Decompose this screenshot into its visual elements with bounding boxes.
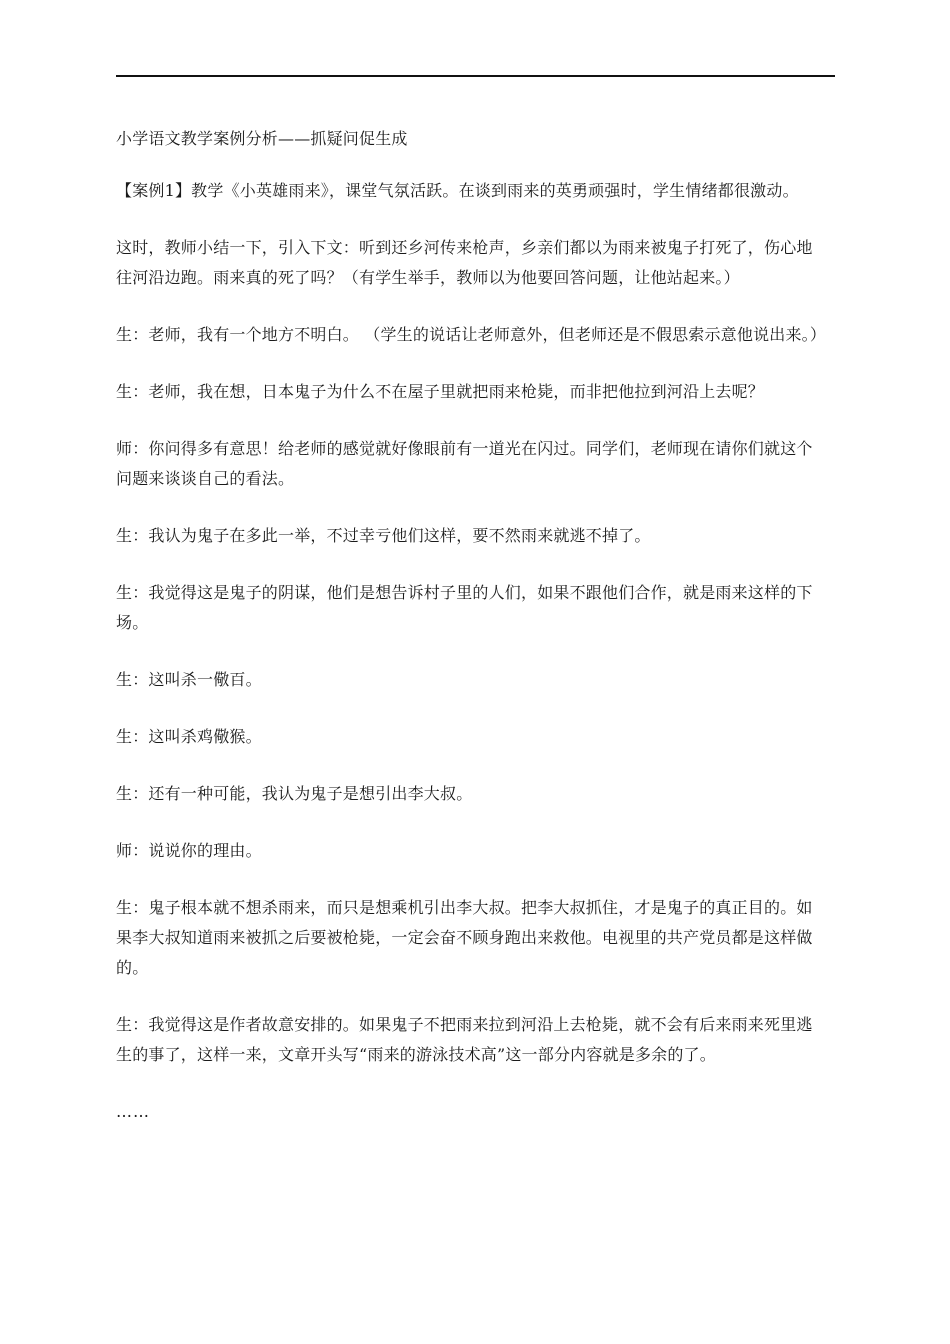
header-rule (116, 75, 835, 77)
paragraph-teacher-lead-in: 这时，教师小结一下，引入下文：听到还乡河传来枪声，乡亲们都以为雨来被鬼子打死了，伤心地往河沿边跑。雨来真的死了吗？（有学生举手，教师以为他要回答问题，让他站起来。） (116, 238, 813, 287)
document-title: 小学语文教学案例分析——抓疑问促生成 (116, 129, 408, 148)
document-body (116, 124, 828, 1127)
paragraph-student-reason: 生：鬼子根本就不想杀雨来，而只是想乘机引出李大叔。把李大叔抓住，才是鬼子的真正目的。如果李大叔知道雨来被抓之后要被枪毙，一定会奋不顾身跑出来救他。电视里的共产党员都是这样做的。 (116, 898, 813, 977)
paragraph-student-author-intent: 生：我觉得这是作者故意安排的。如果鬼子不把雨来拉到河沿上去枪毙，就不会有后来雨来死里逃生的事了，这样一来，文章开头写“雨来的游泳技术高”这一部分内容就是多余的了。 (116, 1015, 813, 1064)
paragraph-student-why: 生：老师，我在想，日本鬼子为什么不在屋子里就把雨来枪毙，而非把他拉到河沿上去呢？ (116, 382, 765, 401)
paragraph-case-intro: 【案例1】教学《小英雄雨来》，课堂气氛活跃。在谈到雨来的英勇顽强时，学生情绪都很激动。 (116, 181, 799, 200)
paragraph-student-answer-4: 生：这叫杀鸡儆猴。 (116, 727, 262, 746)
paragraph-student-question: 生：老师，我有一个地方不明白。 （学生的说话让老师意外，但老师还是不假思索示意他说出来。） (116, 325, 827, 344)
paragraph-student-answer-3: 生：这叫杀一儆百。 (116, 670, 262, 689)
paragraph-student-answer-2: 生：我觉得这是鬼子的阴谋，他们是想告诉村子里的人们，如果不跟他们合作，就是雨来这样的下场。 (116, 583, 813, 632)
ellipsis: …… (116, 1102, 150, 1121)
paragraph-teacher-praise: 师：你问得多有意思！给老师的感觉就好像眼前有一道光在闪过。同学们，老师现在请你们就这个问题来谈谈自己的看法。 (116, 439, 813, 488)
paragraph-student-answer-1: 生：我认为鬼子在多此一举，不过幸亏他们这样，要不然雨来就逃不掉了。 (116, 526, 651, 545)
paragraph-student-answer-5: 生：还有一种可能，我认为鬼子是想引出李大叔。 (116, 784, 473, 803)
paragraph-teacher-ask-reason: 师：说说你的理由。 (116, 841, 262, 860)
